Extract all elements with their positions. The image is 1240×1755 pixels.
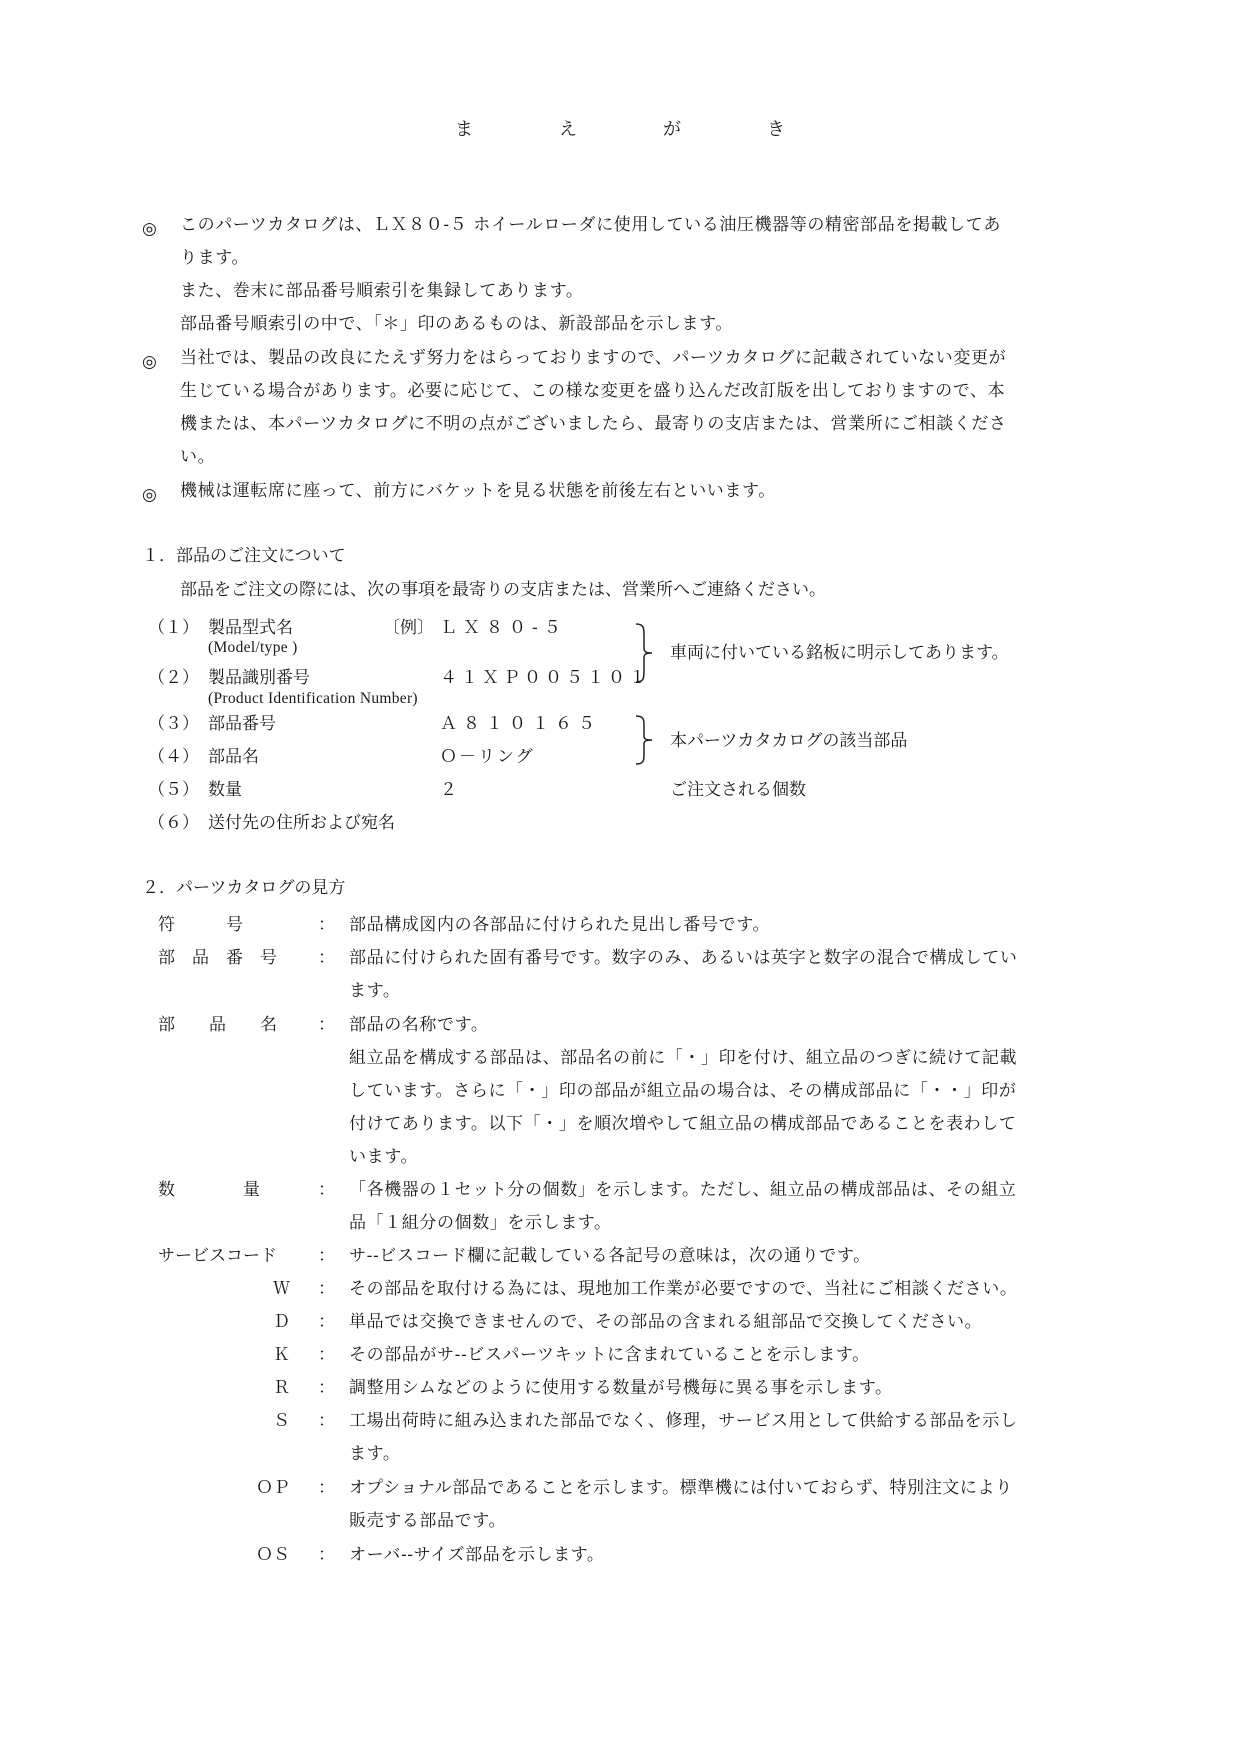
item-sublabel: (Product Identification Number) [208,690,418,707]
item-label: 部品名 [208,747,259,767]
text-line: オーバ--サイズ部品を示します。 [349,1545,605,1565]
text-line: 当社では、製品の改良にたえず努力をはらっておりますので、パーツカタログに記載されていない変更が [180,348,1007,368]
term-colon: ： [318,948,335,968]
term-label: 部 品 名 [158,1015,277,1035]
code-definition [349,1372,1089,1405]
code-colon: ： [318,1345,335,1365]
term-label: 数 量 [158,1180,260,1200]
item-value: ＬＸ８０-５ [440,618,567,638]
intro-paragraph-2 [180,342,1080,474]
item-number: （１） [148,618,199,638]
term-label: 符 号 [158,915,243,935]
code-colon: ： [318,1378,335,1398]
text-line: 販売する部品です。 [349,1511,507,1531]
text-line: 機または、本パーツカタログに不明の点がございましたら、最寄りの支店または、営業所にご相談くださ [180,414,1007,434]
text-line: しています。さらに「・」印の部品が組立品の場合は、その構成部品に「・・」印が [349,1081,1017,1101]
text-line: 部品に付けられた固有番号です。数字のみ、あるいは英字と数字の混合で構成してい [349,948,1018,968]
item-value: Ｏ－リング [440,747,535,767]
code-colon: ： [318,1411,335,1431]
item-example-prefix: 〔例〕 [383,618,434,638]
bullet-mark: ◎ [142,485,157,505]
term-definition [349,1240,1089,1273]
term-definition [349,1009,1089,1174]
item-number: （２） [148,668,199,688]
service-code: ＯＰ [256,1478,290,1498]
term-definition [349,909,1089,942]
service-code: Ｄ [273,1312,290,1332]
text-line: 部品構成図内の各部品に付けられた見出し番号です。 [349,915,771,935]
text-line: ます。 [349,981,401,1001]
text-line: 付けてあります。以下「・」を順次増やして組立品の構成部品であることを表わして [349,1114,1017,1134]
item-label: 製品識別番号 [208,668,310,688]
code-definition [349,1472,1089,1538]
code-colon: ： [318,1279,335,1299]
text-line: ます。 [349,1444,401,1464]
note-name-plate: 車両に付いている銘板に明示してあります。 [670,643,1009,663]
service-code: Ｓ [273,1411,290,1431]
brace-icon [632,714,658,766]
text-line: 部品の名称です。 [349,1015,489,1035]
text-line: オプショナル部品であることを示します。標準機には付いておらず、特別注文により [349,1478,1013,1498]
text-line: ります。 [180,248,250,268]
text-line: います。 [349,1147,419,1167]
text-line: 生じている場合があります。必要に応じて、この様な変更を盛り込んだ改訂版を出しておりますので、本 [180,381,1006,401]
code-definition [349,1539,1089,1572]
item-sublabel: (Model/type ) [208,639,298,656]
note-this-catalog: 本パーツカタカログの該当部品 [670,731,908,751]
text-line: 組立品を構成する部品は、部品名の前に「・」印を付け、組立品のつぎに続けて記載 [349,1048,1018,1068]
text-line: 機械は運転席に座って、前方にバケットを見る状態を前後左右といいます。 [180,481,776,501]
service-code: Ｋ [273,1345,290,1365]
term-definition [349,942,1089,1008]
text-line: 品「１組分の個数」を示します。 [349,1213,612,1233]
service-code: Ｗ [273,1279,290,1299]
code-colon: ： [318,1478,335,1498]
text-line: 「各機器の１セット分の個数」を示します。ただし、組立品の構成部品は、その組立 [349,1180,1017,1200]
item-number: （５） [148,780,199,800]
text-line: その部品がサ--ビスパーツキットに含まれていることを示します。 [349,1345,870,1365]
section-1-heading: １．部品のご注文について [142,546,346,566]
text-line: 工場出荷時に組み込まれた部品でなく、修理，サービス用として供給する部品を示し [349,1411,1018,1431]
service-code: Ｒ [273,1378,290,1398]
item-number: （６） [148,813,199,833]
term-colon: ： [318,915,335,935]
text-line: その部品を取付ける為には、現地加工作業が必要ですので、当社にご相談ください。 [349,1279,1018,1299]
item-label: 製品型式名 [208,618,293,638]
item-label: 数量 [208,780,242,800]
term-colon: ： [318,1180,335,1200]
term-colon: ： [318,1015,335,1035]
term-definition [349,1174,1089,1240]
brace-icon [632,622,658,684]
intro-paragraph-1 [180,209,1080,341]
code-colon: ： [318,1545,335,1565]
item-value: ２ [440,780,457,800]
code-definition [349,1273,1089,1306]
text-line: 単品では交換できませんので、その部品の含まれる組部品で交換してください。 [349,1312,983,1332]
text-line: また、巻末に部品番号順索引を集録してあります。 [180,281,584,301]
note-quantity: ご注文される個数 [670,780,806,800]
text-line: サ--ビスコード欄に記載している各記号の意味は，次の通りです。 [349,1246,871,1266]
text-line: 部品番号順索引の中で、「＊」印のあるものは、新設部品を示します。 [180,314,733,334]
code-definition [349,1339,1089,1372]
section-1-lead: 部品をご注文の際には、次の事項を最寄りの支店または、営業所へご連絡ください。 [180,580,826,600]
bullet-mark: ◎ [142,219,157,239]
page-title: ま え が き [455,119,819,140]
bullet-mark: ◎ [142,352,157,372]
item-value: Ａ８１０１６５ [440,714,601,734]
item-number: （４） [148,747,199,767]
term-colon: ： [318,1246,335,1266]
code-colon: ： [318,1312,335,1332]
text-line: い。 [180,447,216,467]
item-label: 部品番号 [208,714,276,734]
intro-paragraph-3 [180,475,1080,508]
text-line: このパーツカタログは、ＬＸ８０-５ ホイールローダに使用している油圧機器等の精密部品を掲載してあ [180,215,1001,235]
code-definition [349,1405,1089,1471]
item-number: （３） [148,714,199,734]
text-line: 調整用シムなどのように使用する数量が号機毎に異る事を示します。 [349,1378,893,1398]
section-2-heading: ２．パーツカタログの見方 [142,878,346,898]
term-label: 部 品 番 号 [158,948,277,968]
term-label: サービスコード [158,1246,277,1266]
item-value: ４１ＸＰ００５１０１ [440,668,650,688]
item-label: 送付先の住所および宛名 [208,813,395,833]
service-code: ＯＳ [256,1545,290,1565]
code-definition [349,1306,1089,1339]
